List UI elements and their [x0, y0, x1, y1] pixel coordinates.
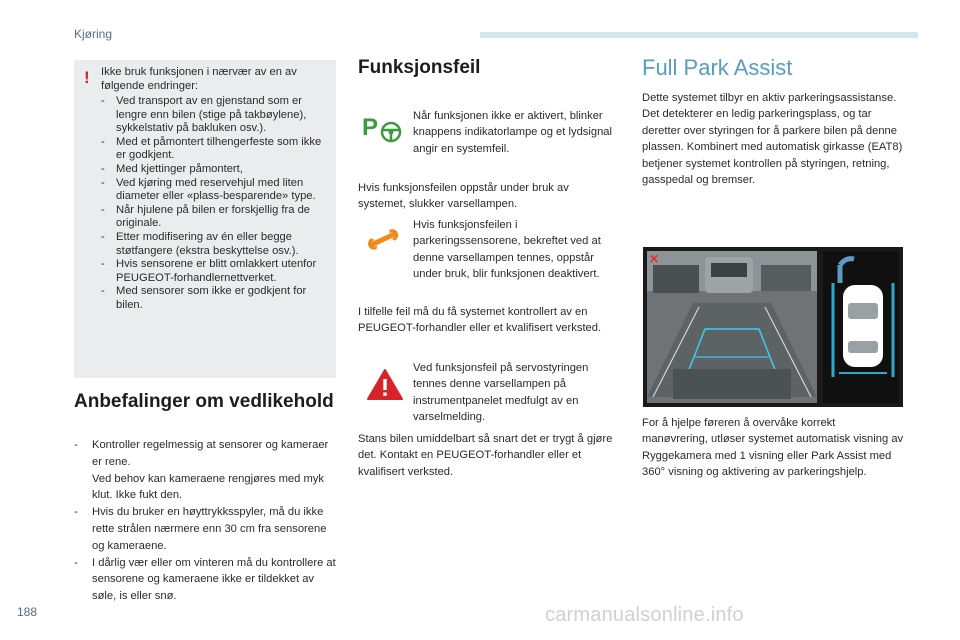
fpa-heading: Full Park Assist [642, 55, 793, 80]
malfunction-text: Stans bilen umiddelbart så snart det er trygt å gjøre det. Kontakt en PEUGEOT-forhandler eller et kvalifisert verksted. [358, 433, 613, 478]
maintenance-heading: Anbefalinger om vedlikehold [74, 391, 334, 412]
wrench-icon [366, 228, 402, 250]
list-item: - Med sensorer som ikke er godkjent for bilen. [101, 285, 307, 311]
malfunction-text: Når funksjonen ikke er aktivert, blinker knappens indikatorlampe og et lydsignal angir en systemfeil. [413, 110, 613, 155]
list-item: - Med et påmontert tilhengerfeste som ikke er godkjent. [101, 135, 322, 162]
section-title: Kjøring [74, 27, 113, 41]
page-number: 188 [17, 605, 38, 619]
warning-intro: Ikke bruk funksjonen i nærvær av en av følgende endringer: [101, 66, 297, 92]
fpa-text: For å hjelpe føreren å overvåke korrekt manøvrering, utløser systemet automatisk visning av Ryggekamera med 1 visning eller Park Assist med 360° visning og aktivering av parkeringshjelp. [642, 417, 904, 479]
list-item: - Etter modifisering av én eller begge støtfangere (ekstra beskyttelse osv.). [101, 230, 299, 257]
list-item: - I dårlig vær eller om vinteren må du kontrollere at sensorene og kameraene ikke er tildekket av søle, is eller snø. [74, 556, 336, 603]
header-bar [480, 32, 918, 38]
watermark: carmanualsonline.info [545, 604, 744, 626]
warning-triangle-icon [366, 368, 404, 401]
p-steering-icon [362, 113, 402, 143]
list-item: - Ved kjøring med reservehjul med liten diameter eller «plass-besparende» type. [101, 176, 316, 203]
list-item: - Når hjulene på bilen er forskjellig fra de originale. [101, 203, 311, 230]
list-item: - Kontroller regelmessig at sensorer og kameraer er rene. Ved behov kan kameraene rengjøres med myk klut. Ikke fukt den. [74, 439, 329, 502]
malfunction-heading: Funksjonsfeil [358, 57, 481, 78]
malfunction-text: Hvis funksjonsfeilen i parkeringssensorene, bekreftet ved at denne varsellampen tennes, oppstår under bruk, blir funksjonen deaktivert. [413, 219, 601, 281]
svg-text:✕: ✕ [649, 252, 660, 266]
warning-box [74, 60, 336, 378]
malfunction-text: Hvis funksjonsfeilen oppstår under bruk av systemet, slukker varsellampen. [358, 182, 569, 211]
list-item: - Med kjettinger påmontert, [101, 162, 243, 175]
malfunction-text: Ved funksjonsfeil på servostyringen tennes denne varsellampen på instrumentpanelet medfulgt av en varselmelding. [413, 362, 589, 424]
list-item: - Hvis du bruker en høyttrykksspyler, må du ikke rette strålen nærmere enn 30 cm fra sensorene og kameraene. [74, 506, 327, 552]
list-item: - Hvis sensorene er blitt omlakkert utenfor PEUGEOT-forhandlernettverket. [101, 258, 317, 284]
maintenance-list [74, 437, 336, 605]
exclamation-icon: ! [84, 68, 90, 87]
fpa-text: Dette systemet tilbyr en aktiv parkeringsassistanse. Det detekterer en ledig parkeringsplass, og tar deretter over styringen for å parkere bilen på denne plassen. Kombinert med automatisk girkasse (EAT8) betjener systemet kontrollen på styringen, retning, gasspedal og bremser. [642, 92, 903, 187]
svg-text:P: P [362, 114, 379, 141]
warning-list [101, 95, 333, 313]
malfunction-text: I tilfelle feil må du få systemet kontrollert av en PEUGEOT-forhandler eller et kvalifisert verksted. [358, 306, 602, 335]
list-item: - Ved transport av en gjenstand som er lengre enn bilen (stige på takbøylene), sykkelstativ på bakluken osv.). [101, 95, 307, 135]
camera-view-image [643, 247, 903, 407]
